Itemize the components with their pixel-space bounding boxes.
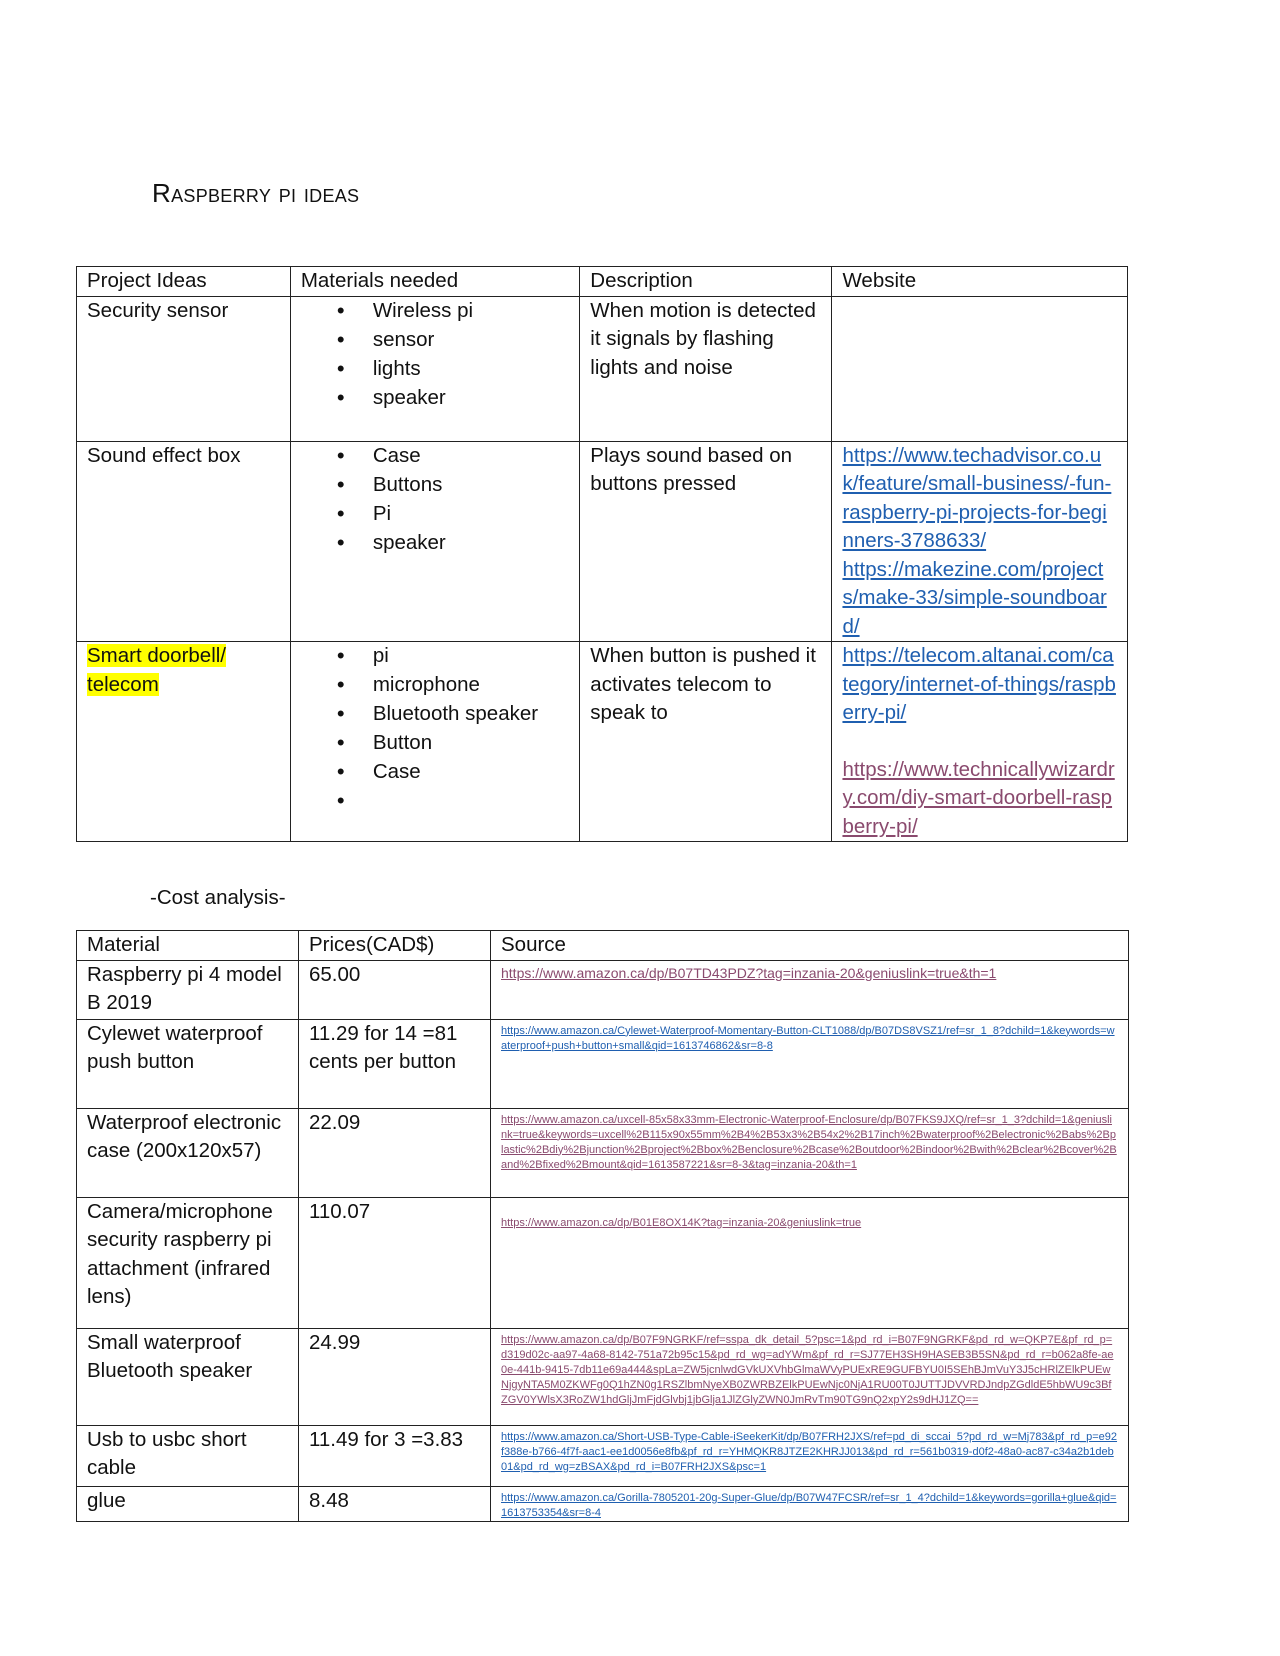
source-link[interactable]: https://www.amazon.ca/dp/B07TD43PDZ?tag=inzania-20&geniuslink=true&th=1 bbox=[501, 964, 997, 981]
table-row bbox=[77, 296, 1128, 441]
cost-analysis-label: -Cost analysis- bbox=[150, 886, 286, 909]
list-item: • Case bbox=[337, 442, 569, 471]
source-link[interactable]: https://www.amazon.ca/Gorilla-7805201-20g-Super-Glue/dp/B07W47FCSR/ref=sr_1_4?dchild=1&keywords=gorilla+glue&qid=1613753354&sr=8-4 bbox=[501, 1491, 1117, 1519]
price-cell: 24.99 bbox=[299, 1328, 491, 1425]
table-row bbox=[77, 1425, 1129, 1486]
description-cell: Plays sound based on buttons pressed bbox=[580, 441, 832, 642]
website-link[interactable]: https://makezine.com/projects/make-33/simple-soundboard/ bbox=[842, 557, 1107, 638]
materials-cell bbox=[290, 296, 579, 441]
material-cell: Small waterproof Bluetooth speaker bbox=[77, 1328, 299, 1425]
website-link[interactable]: https://telecom.altanai.com/category/internet-of-things/raspberry-pi/ bbox=[842, 644, 1116, 724]
table-row bbox=[77, 960, 1129, 1019]
page-title: Raspberry pi ideas bbox=[152, 178, 360, 208]
source-link[interactable]: https://www.amazon.ca/Short-USB-Type-Cable-iSeekerKit/dp/B07FRH2JXS/ref=pd_di_sccai_5?pd_rd_w=Mj783&pf_rd_p=e92f388e-b766-4f7f-aac1-ee1d0056e8fb&pf_rd_r=YHMQKR8JTZE2KHRJJ013&pd_rd_r=561b0319-d0f2-48a0-ac87-c34a2b1deb01&pd_rd_wg=zBSAX&pd_rd_i=B07FRH2JXS&psc=1 bbox=[501, 1430, 1118, 1473]
list-item: • speaker bbox=[337, 384, 569, 413]
table-header-row bbox=[77, 267, 1128, 297]
website-cell bbox=[832, 441, 1128, 642]
source-link[interactable]: https://www.amazon.ca/Cylewet-Waterproof-Momentary-Button-CLT1088/dp/B07DS8VSZ1/ref=sr_1_8?dchild=1&keywords=waterproof+push+button+small&qid=1613746862&sr=8-8 bbox=[501, 1024, 1115, 1052]
material-cell: Cylewet waterproof push button bbox=[77, 1019, 299, 1108]
material-cell: Camera/microphone security raspberry pi attachment (infrared lens) bbox=[77, 1197, 299, 1328]
list-item: • Case bbox=[337, 758, 569, 787]
source-link[interactable]: https://www.amazon.ca/dp/B01E8OX14K?tag=inzania-20&geniuslink=true bbox=[501, 1216, 862, 1229]
list-item: • Bluetooth speaker bbox=[337, 700, 569, 729]
price-cell: 65.00 bbox=[299, 960, 491, 1019]
highlighted-idea: Smart doorbell/ telecom bbox=[87, 644, 227, 696]
source-cell bbox=[491, 1328, 1129, 1425]
list-item bbox=[337, 787, 569, 816]
price-cell: 8.48 bbox=[299, 1486, 491, 1521]
source-cell bbox=[491, 1197, 1129, 1328]
spacer bbox=[842, 728, 1117, 756]
website-cell bbox=[832, 296, 1128, 441]
source-cell bbox=[491, 1486, 1129, 1521]
idea-cell bbox=[77, 642, 291, 842]
source-cell bbox=[491, 960, 1129, 1019]
price-cell: 11.29 for 14 =81 cents per button bbox=[299, 1019, 491, 1108]
website-link[interactable]: https://www.technicallywizardry.com/diy-smart-doorbell-raspberry-pi/ bbox=[842, 757, 1115, 838]
header-cell: Material bbox=[77, 931, 299, 961]
source-cell bbox=[491, 1019, 1129, 1108]
materials-cell bbox=[290, 642, 579, 842]
table-row bbox=[77, 1328, 1129, 1425]
table-row bbox=[77, 1019, 1129, 1108]
project-ideas-table bbox=[76, 266, 1128, 842]
header-cell: Website bbox=[832, 267, 1128, 297]
price-cell: 11.49 for 3 =3.83 bbox=[299, 1425, 491, 1486]
list-item: • Pi bbox=[337, 500, 569, 529]
list-item: • microphone bbox=[337, 671, 569, 700]
idea-cell: Security sensor bbox=[77, 296, 291, 441]
materials-cell bbox=[290, 441, 579, 642]
table-row bbox=[77, 642, 1128, 842]
table-row bbox=[77, 1197, 1129, 1328]
list-item: • Wireless pi bbox=[337, 297, 569, 326]
table-row bbox=[77, 1486, 1129, 1521]
source-link[interactable]: https://www.amazon.ca/dp/B07F9NGRKF/ref=sspa_dk_detail_5?psc=1&pd_rd_i=B07F9NGRKF&pd_rd_w=QKP7E&pf_rd_p=d319d02c-aa97-4a68-8142-751a72b95c15&pd_rd_wg=adYWm&pf_rd_r=SJ77EH3SH9HASEB3B5SN&pd_rd_r=b062a8fe-ae0e-441b-9415-7db11e69a444&spLa=ZW5jcnlwdGVkUXVhbGlmaWVyPUExRE9GUFBYU0I5SEhBJmVuY3J5cHRlZElkPUEwNjgyNTA5M0ZKWFg0Q1hZN0g1RSZlbmNyeXB0ZWRBZElkPUEwNjc0NjA1RU00T0JUTTJDVVRDJndpZGdldE5hbWU9c3BfZGV0YWlsX3RoZW1hdGljJmFjdGlvbj1jbGlja1JlZGlyZWN0JmRvTm90TG9nQ2xpY2s9dHJ1ZQ== bbox=[501, 1333, 1114, 1406]
table-row bbox=[77, 1108, 1129, 1197]
header-cell: Source bbox=[491, 931, 1129, 961]
description-cell: When button is pushed it activates telecom to speak to bbox=[580, 642, 832, 842]
list-item: • Button bbox=[337, 729, 569, 758]
price-cell: 22.09 bbox=[299, 1108, 491, 1197]
source-cell bbox=[491, 1108, 1129, 1197]
table-row bbox=[77, 441, 1128, 642]
source-cell bbox=[491, 1425, 1129, 1486]
cost-analysis-table bbox=[76, 930, 1129, 1522]
website-link[interactable]: https://www.techadvisor.co.uk/feature/small-business/-fun-raspberry-pi-projects-for-beginners-3788633/ bbox=[842, 443, 1112, 552]
list-item: • pi bbox=[337, 642, 569, 671]
material-cell: Waterproof electronic case (200x120x57) bbox=[77, 1108, 299, 1197]
list-item: • lights bbox=[337, 355, 569, 384]
price-cell: 110.07 bbox=[299, 1197, 491, 1328]
list-item: • Buttons bbox=[337, 471, 569, 500]
table-header-row bbox=[77, 931, 1129, 961]
header-cell: Materials needed bbox=[290, 267, 579, 297]
list-item: • sensor bbox=[337, 326, 569, 355]
list-item: • speaker bbox=[337, 529, 569, 558]
material-cell: glue bbox=[77, 1486, 299, 1521]
description-cell: When motion is detected it signals by flashing lights and noise bbox=[580, 296, 832, 441]
material-cell: Raspberry pi 4 model B 2019 bbox=[77, 960, 299, 1019]
idea-cell: Sound effect box bbox=[77, 441, 291, 642]
source-link[interactable]: https://www.amazon.ca/uxcell-85x58x33mm-Electronic-Waterproof-Enclosure/dp/B07FKS9JXQ/ref=sr_1_3?dchild=1&geniuslink=true&keywords=uxcell%2B115x90x55mm%2B4%2B53x3%2B54x2%2B17inch%2Bwaterproof%2Belectronic%2Babs%2Bplastic%2Bdiy%2Bjunction%2Bproject%2Bbox%2Benclosure%2Bcase%2Boutdoor%2Bindoor%2Bwith%2Bclear%2Bcover%2Band%2Bfixed%2Bmount&qid=1613587221&sr=8-3&tag=inzania-20&th=1 bbox=[501, 1113, 1117, 1171]
website-cell bbox=[832, 642, 1128, 842]
header-cell: Project Ideas bbox=[77, 267, 291, 297]
material-cell: Usb to usbc short cable bbox=[77, 1425, 299, 1486]
header-cell: Description bbox=[580, 267, 832, 297]
header-cell: Prices(CAD$) bbox=[299, 931, 491, 961]
